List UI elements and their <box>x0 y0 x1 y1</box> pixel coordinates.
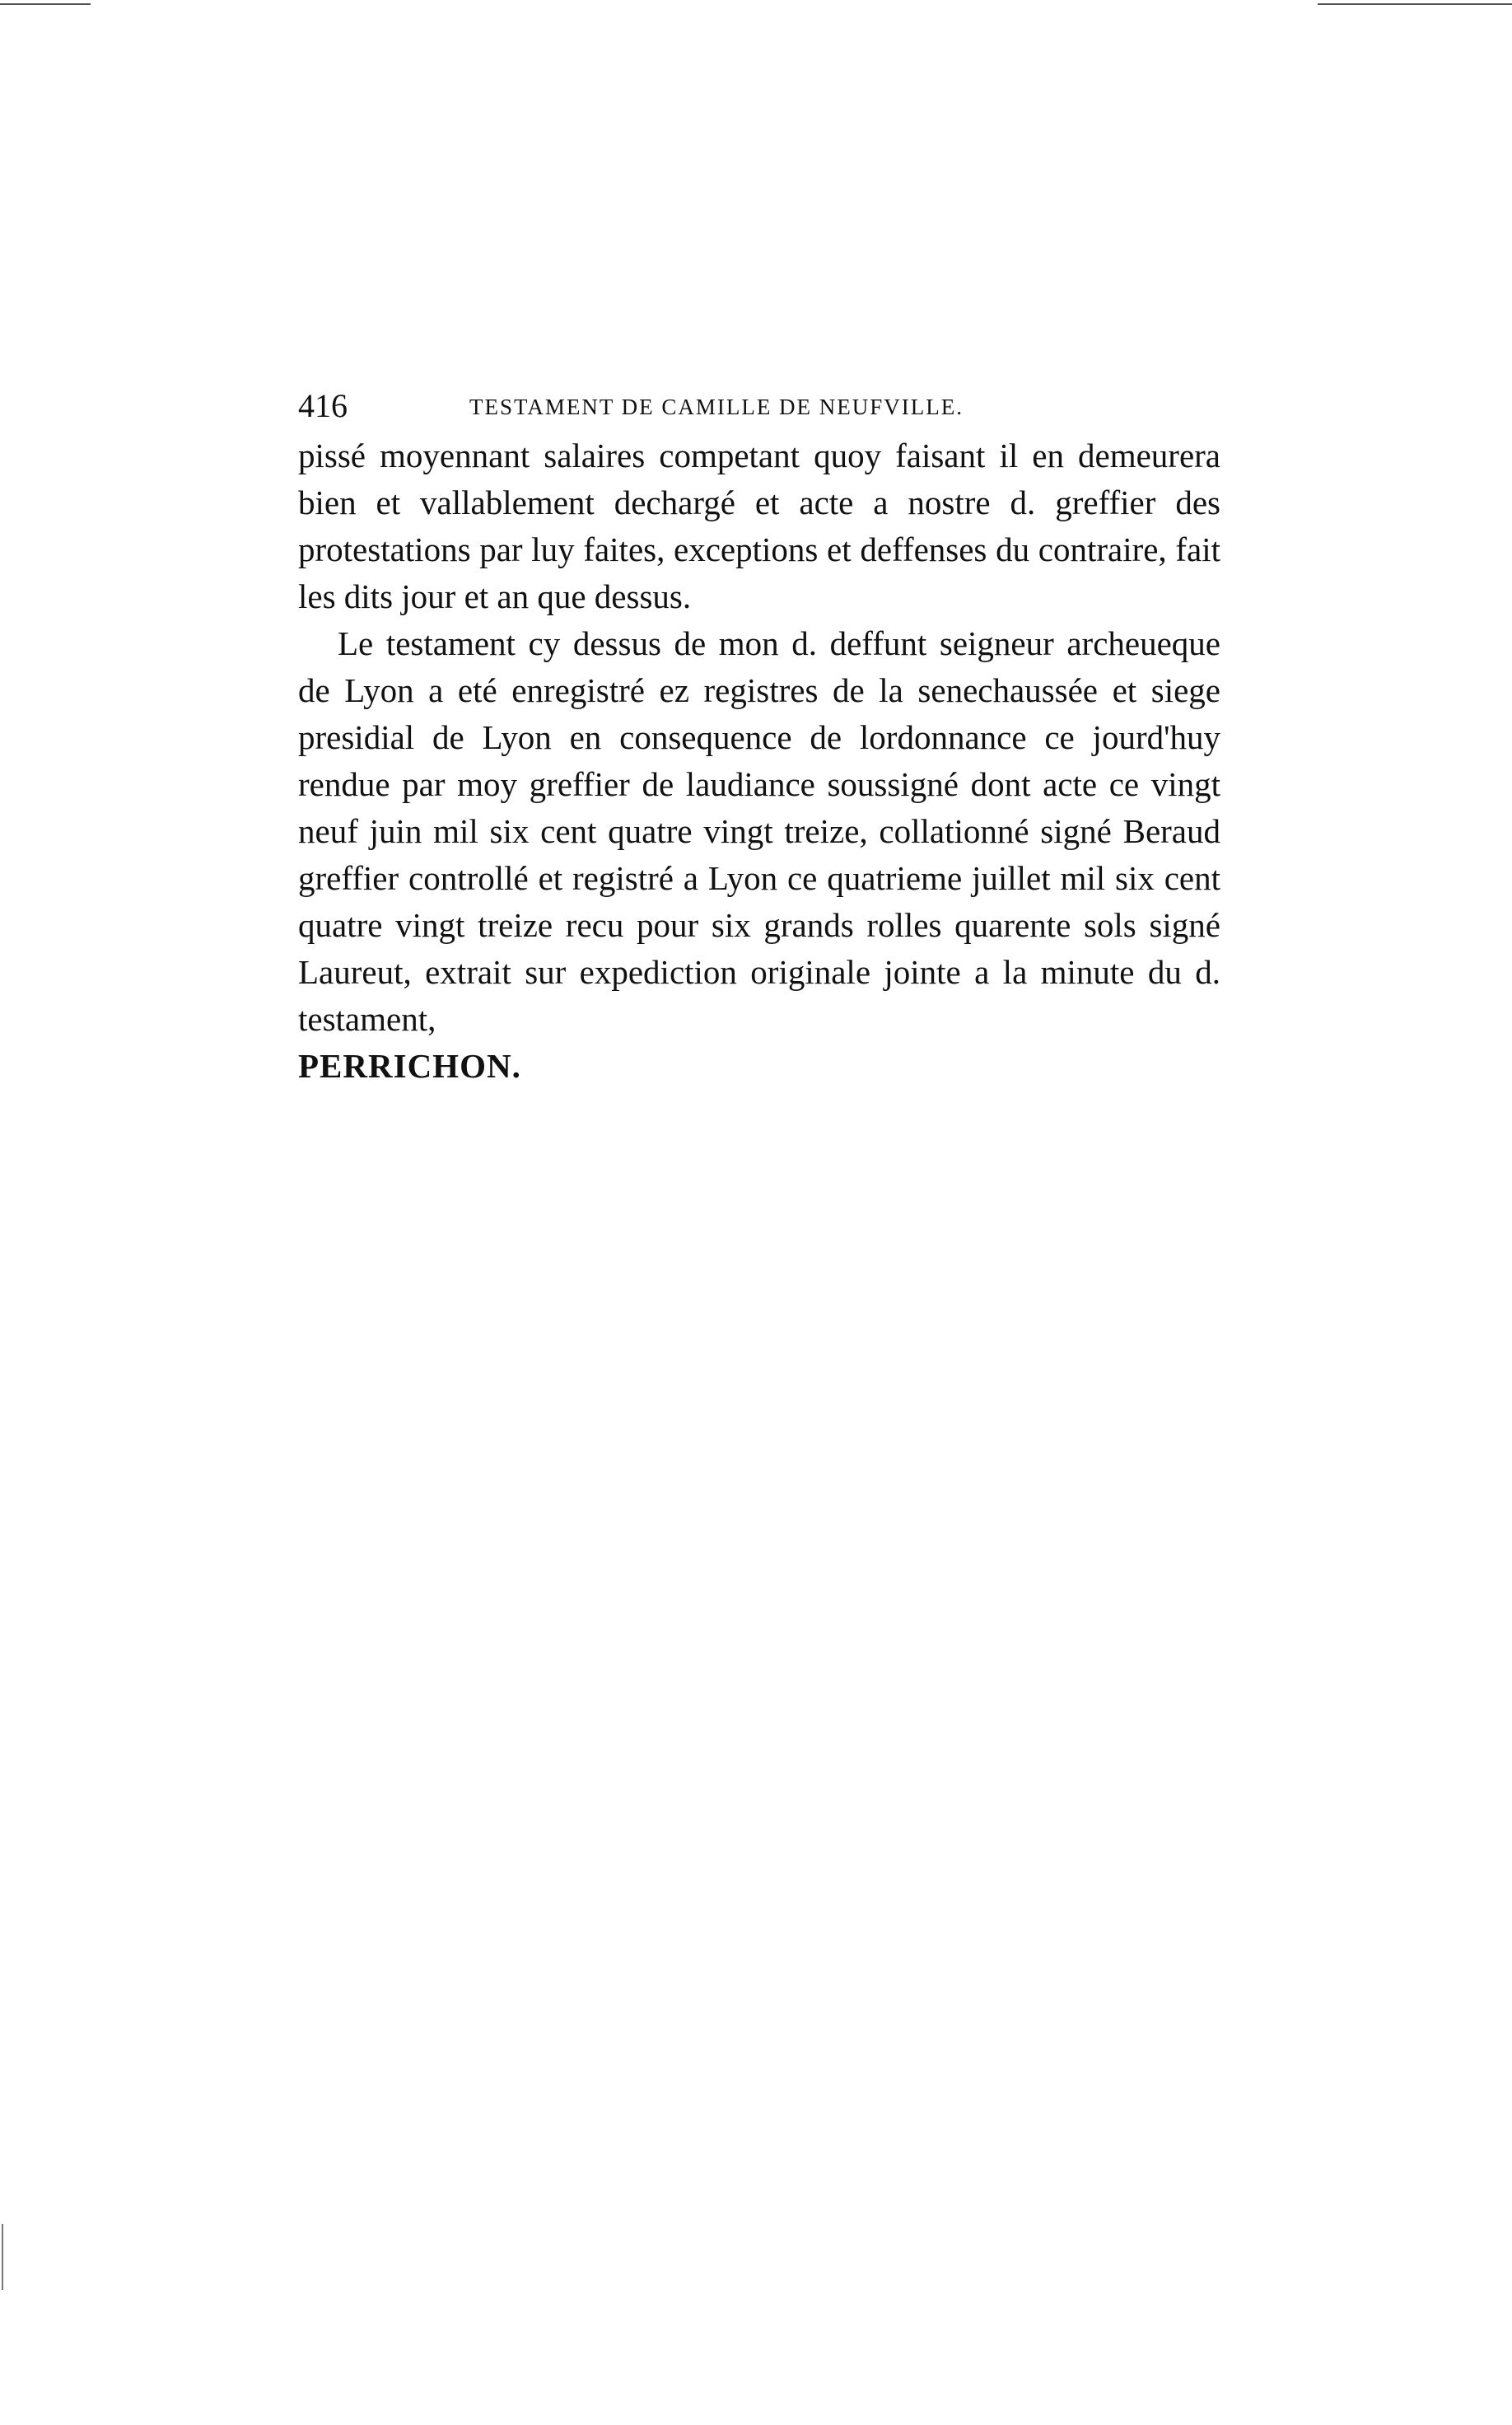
scan-edge-rule-top-left <box>0 3 91 5</box>
paragraph: Le testament cy dessus de mon d. deffunt seigneur archeueque de Lyon a eté enregistré ez registres de la senechaussée et siege presidial de Lyon en consequence de lordonnance ce jourd'huy rendue par moy greffier de laudiance soussigné dont acte ce vingt neuf juin mil six cent quatre vingt treize, collationné signé Beraud greffier controllé et registré a Lyon ce quatrieme juillet mil six cent quatre vingt treize recu pour six grands rolles quarente sols signé Laureut, extrait sur expediction originale jointe a la minute du d. testament, <box>298 624 1220 1038</box>
scan-edge-mark-left <box>2 2224 3 2290</box>
page-number: 416 <box>298 387 348 424</box>
scan-edge-rule-top-right <box>1318 3 1512 5</box>
paragraph: pissé moyennant salaires competant quoy faisant il en demeurera bien et vallablement dechargé et acte a nostre d. greffier des protestations par luy faites, exceptions et deffenses du contraire, fait les dits jour et an que dessus. <box>298 437 1220 615</box>
page-header <box>298 385 1220 427</box>
signature: PERRICHON. <box>298 1047 521 1085</box>
running-title: TESTAMENT DE CAMILLE DE NEUFVILLE. <box>469 395 964 419</box>
body-text <box>298 432 1220 1090</box>
